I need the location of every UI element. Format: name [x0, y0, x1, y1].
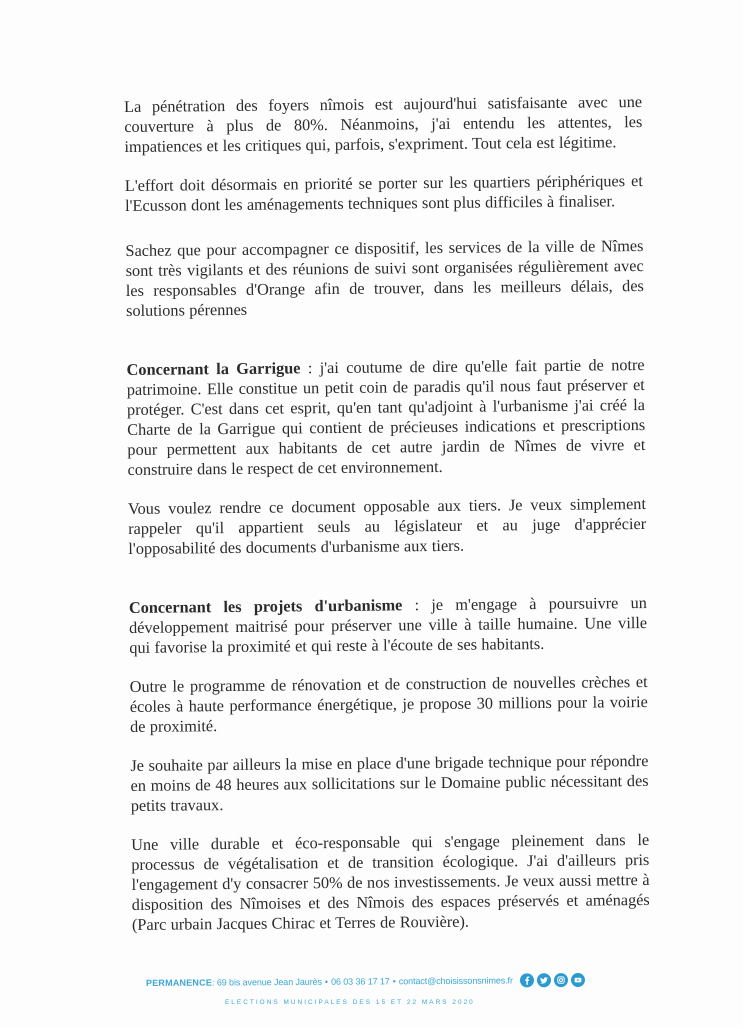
twitter-icon[interactable] — [537, 973, 551, 987]
phone-text[interactable]: 06 03 36 17 17 — [331, 976, 390, 987]
paragraph-fiber-coverage: La pénétration des foyers nîmois est aujourd'hui satisfaisante avec une couverture à plus de 80%. Néanmoins, j'ai entendu les attentes, les impatiences et les critiques qui, parfois, s'expriment. Tout cela est légitime. — [124, 92, 643, 156]
separator-dot: • — [392, 976, 396, 987]
contact-line — [146, 969, 576, 994]
heading-urbanism: Concernant les projets d'urbanisme — [128, 595, 403, 617]
paragraph-urbanism-text: : je m'engage à poursuivre un développement maitrisé pour préserver une ville à taille humaine. Une ville qui favorise la proximité et qui reste à l'écoute de ses habitants. — [129, 593, 648, 657]
paragraph-monitoring: Sachez que pour accompagner ce dispositif, les services de la ville de Nîmes sont très vigilants et des réunions de suivi sont organisées régulièrement avec les responsables d'Orange afin de trouver, dans les meilleurs délais, des solutions pérennes — [125, 236, 644, 320]
paragraph-priority-areas: L'effort doit désormais en priorité se porter sur les quartiers périphériques et l'Ecusson dont les aménagements techniques sont plus difficiles à finaliser. — [124, 171, 643, 215]
permanence-label: PERMANENCE — [145, 977, 213, 988]
email-link[interactable]: contact@choisissonsnimes.fr — [398, 975, 513, 987]
paragraph-opposability: Vous voulez rendre ce document opposable aux tiers. Je veux simplement rappeler qu'il appartient seuls au législateur et au juge d'apprécier l'opposabilité des documents d'urbanisme aux tiers. — [127, 494, 647, 558]
paragraph-urbanism — [129, 593, 648, 658]
paragraph-schools: Outre le programme de rénovation et de construction de nouvelles crèches et écoles à haute performance énergétique, je propose 30 millions pour la voirie de proximité. — [129, 672, 648, 736]
instagram-icon[interactable] — [554, 973, 568, 987]
youtube-icon[interactable] — [571, 973, 585, 987]
paragraph-garrigue — [127, 355, 646, 480]
heading-garrigue: Concernant la Garrigue — [126, 358, 301, 379]
address-text: : 69 bis avenue Jean Jaurès — [211, 976, 322, 988]
paragraph-garrigue-text: : j'ai coutume de dire qu'elle fait partie de notre patrimoine. Elle constitue un petit coin de paradis qu'il nous faut préserver et protéger. C'est dans cet esprit, qu'en tant qu'adjoint à l'urbanisme j'ai créé la Charte de la Garrigue qui contient de précieuses indications et prescriptions pour permettent aux habitants de cet autre jardin de Nîmes de vivre et construire dans le respect de cet environnement. — [126, 355, 646, 479]
letter-body — [124, 92, 650, 935]
page-footer — [0, 972, 743, 1032]
paragraph-brigade: Je souhaite par ailleurs la mise en place d'une brigade technique pour répondre en moins de 48 heures aux sollicitations sur le Domaine public nécessitant des petits travaux. — [130, 750, 649, 815]
separator-dot: • — [324, 976, 329, 987]
facebook-icon[interactable] — [520, 973, 534, 987]
election-banner: ELECTIONS MUNICIPALES DES 15 ET 22 MARS 2020 — [225, 999, 475, 1006]
paragraph-sustainable-city: Une ville durable et éco-responsable qui s'engage pleinement dans le processus de végétalisation et de transition écologique. J'ai d'ailleurs pris l'engagement d'y consacrer 50% de nos investissements. Je veux aussi mettre à disposition des Nîmoises et des Nîmois des espaces préservés et aménagés (Parc urbain Jacques Chirac et Terres de Rouvière). — [131, 829, 650, 934]
social-links — [520, 973, 585, 987]
